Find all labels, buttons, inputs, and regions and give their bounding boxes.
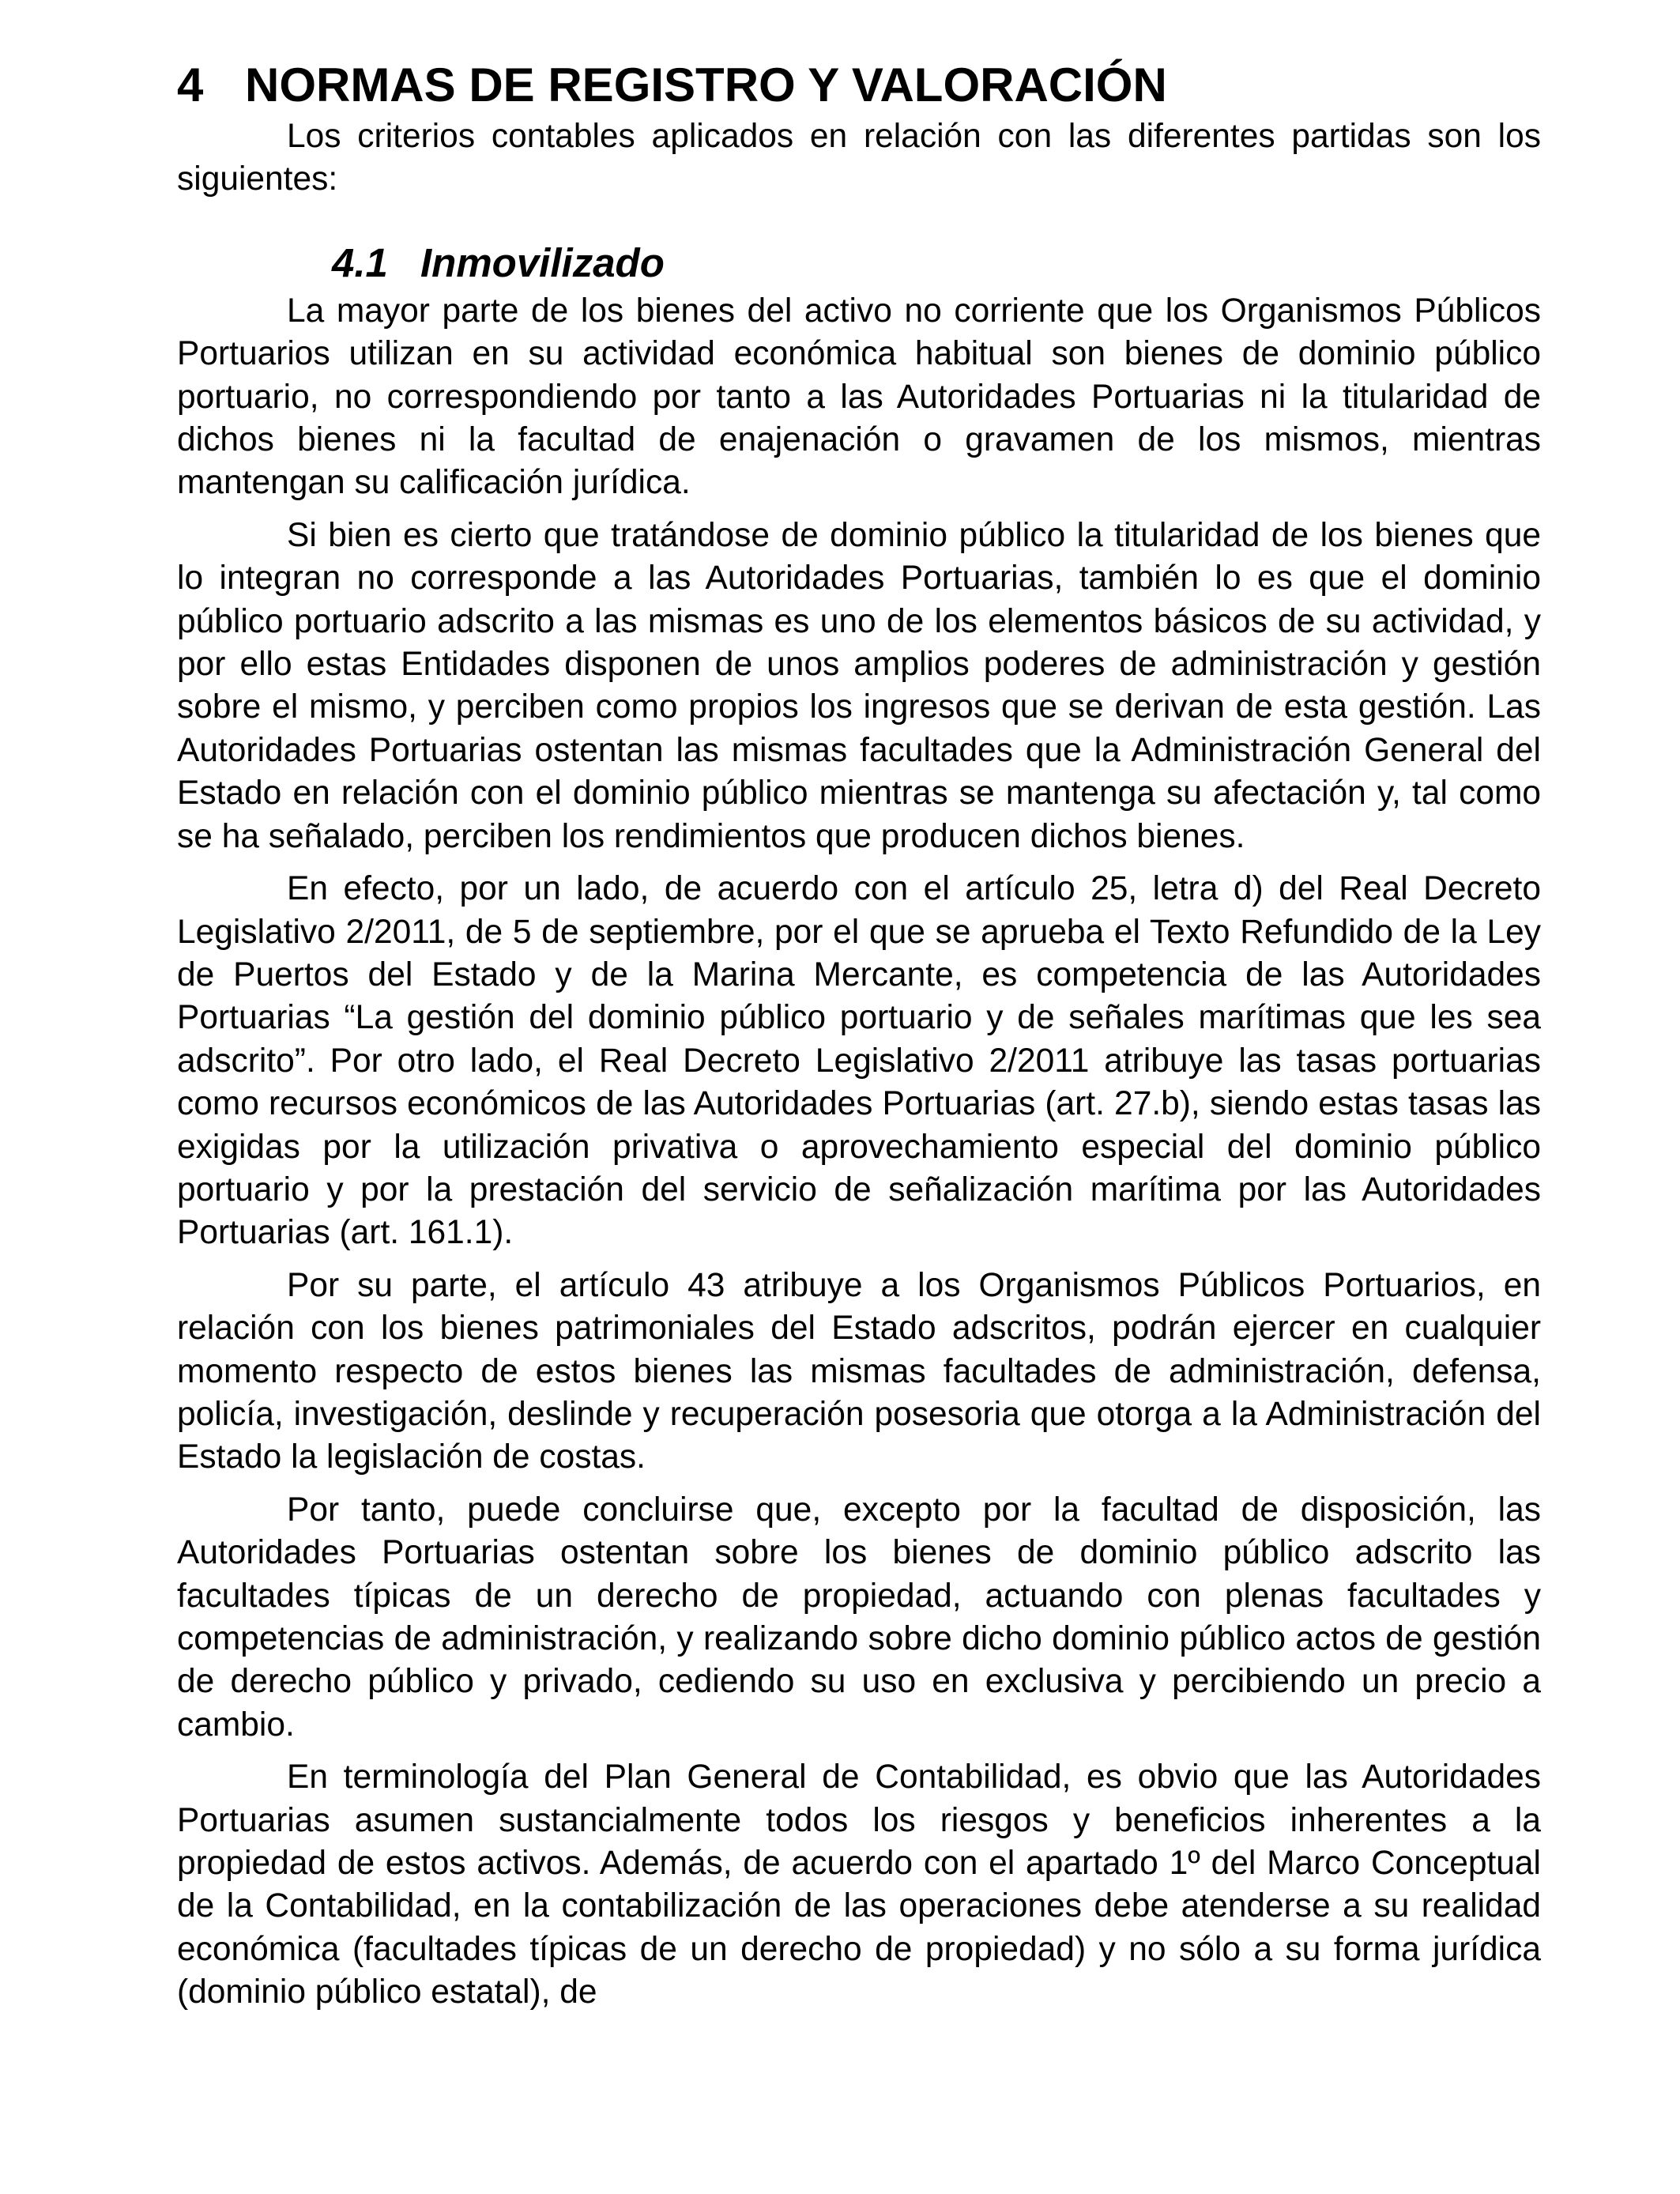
- paragraph: La mayor parte de los bienes del activo no corriente que los Organismos Públicos Portuarios utilizan en su actividad económica habitual son bienes de dominio público portuario, no correspondiendo por tanto a las Autoridades Portuarias ni la titularidad de dichos bienes ni la facultad de enajenación o gravamen de los mismos, mientras mantengan su calificación jurídica.: [177, 292, 1541, 502]
- subsection-number: 4.1: [332, 239, 388, 285]
- paragraph: Si bien es cierto que tratándose de dominio público la titularidad de los bienes que lo integran no corresponde a las Autoridades Portuarias, también lo es que el dominio público portuario adscrito a las mismas es uno de los elementos básicos de su actividad, y por ello estas Entidades disponen de unos amplios poderes de administración y gestión sobre el mismo, y perciben como propios los ingresos que se derivan de esta gestión. Las Autoridades Portuarias ostentan las mismas facultades que la Administración General del Estado en relación con el dominio público mientras se mantenga su afectación y, tal como se ha señalado, perciben los rendimientos que producen dichos bienes.: [177, 516, 1541, 855]
- subsection-title: Inmovilizado: [420, 239, 665, 285]
- subsection-heading: [177, 236, 1541, 290]
- section-heading: [177, 55, 1541, 115]
- section-intro: Los criterios contables aplicados en relación con las diferentes partidas son los siguientes:: [177, 118, 1541, 198]
- paragraph: Por tanto, puede concluirse que, excepto por la facultad de disposición, las Autoridades Portuarias ostentan sobre los bienes de dominio público adscrito las facultades típicas de un derecho de propiedad, actuando con plenas facultades y competencias de administración, y realizando sobre dicho dominio público actos de gestión de derecho público y privado, cediendo su uso en exclusiva y percibiendo un precio a cambio.: [177, 1491, 1541, 1744]
- section-number: 4: [177, 58, 204, 111]
- document-page: [177, 55, 1541, 2015]
- section-title: NORMAS DE REGISTRO Y VALORACIÓN: [245, 58, 1167, 111]
- paragraph: En efecto, por un lado, de acuerdo con el artículo 25, letra d) del Real Decreto Legislativo 2/2011, de 5 de septiembre, por el que se aprueba el Texto Refundido de la Ley de Puertos del Estado y de la Marina Mercante, es competencia de las Autoridades Portuarias “La gestión del dominio público portuario y de señales marítimas que les sea adscrito”. Por otro lado, el Real Decreto Legislativo 2/2011 atribuye las tasas portuarias como recursos económicos de las Autoridades Portuarias (art. 27.b), siendo estas tasas las exigidas por la utilización privativa o aprovechamiento especial del dominio público portuario y por la prestación del servicio de señalización marítima por las Autoridades Portuarias (art. 161.1).: [177, 870, 1541, 1252]
- paragraph: Por su parte, el artículo 43 atribuye a los Organismos Públicos Portuarios, en relación con los bienes patrimoniales del Estado adscritos, podrán ejercer en cualquier momento respecto de estos bienes las mismas facultades de administración, defensa, policía, investigación, deslinde y recuperación posesoria que otorga a la Administración del Estado la legislación de costas.: [177, 1266, 1541, 1476]
- paragraph: En terminología del Plan General de Contabilidad, es obvio que las Autoridades Portuarias asumen sustancialmente todos los riesgos y beneficios inherentes a la propiedad de estos activos. Además, de acuerdo con el apartado 1º del Marco Conceptual de la Contabilidad, en la contabilización de las operaciones debe atenderse a su realidad económica (facultades típicas de un derecho de propiedad) y no sólo a su forma jurídica (dominio público estatal), de: [177, 1759, 1541, 2011]
